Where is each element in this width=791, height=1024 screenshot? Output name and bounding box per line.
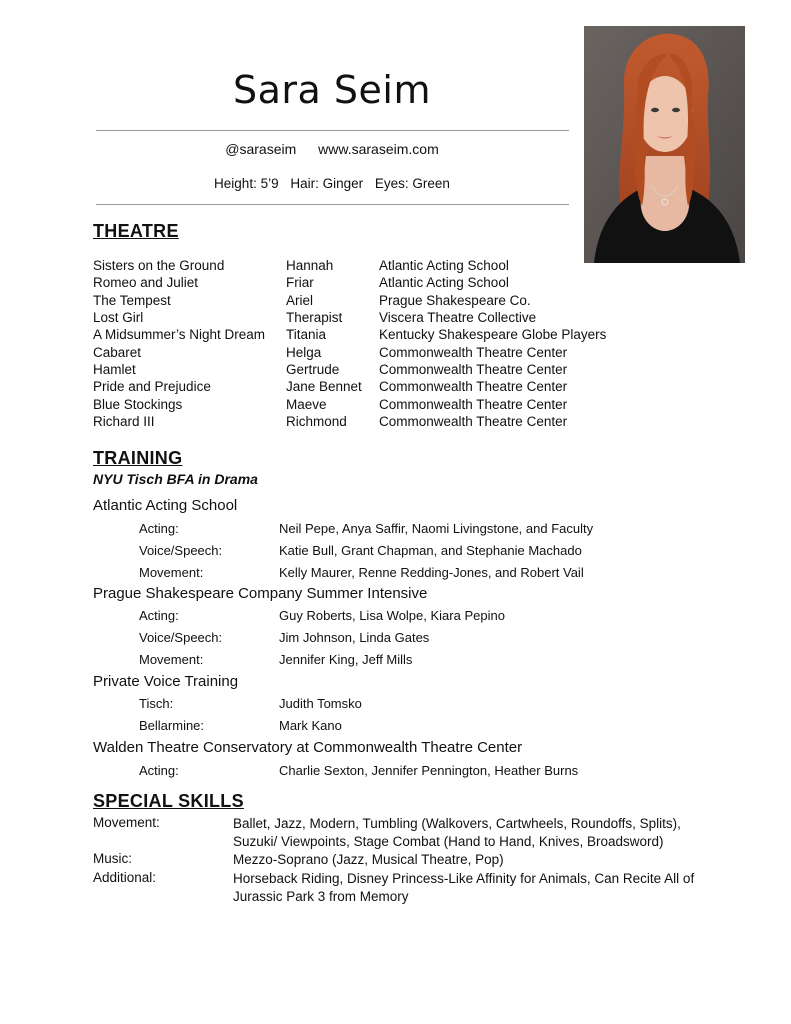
website-link[interactable]: www.saraseim.com [318,141,439,157]
training-instructors: Charlie Sexton, Jennifer Pennington, Heather Burns [279,763,579,778]
company-name: Commonwealth Theatre Center [379,397,568,412]
role-name: Maeve [286,397,327,412]
role-name: Titania [286,327,327,342]
company-name: Commonwealth Theatre Center [379,414,568,429]
training-label: Bellarmine: [139,718,205,733]
training-instructors: Jim Johnson, Linda Gates [279,630,430,645]
role-name: Friar [286,275,314,290]
training-instructors: Neil Pepe, Anya Saffir, Naomi Livingstone, and Faculty [279,521,594,536]
training-instructors: Kelly Maurer, Renne Redding-Jones, and Robert Vail [279,565,584,580]
headshot-photo [584,26,745,263]
show-title: Blue Stockings [93,397,183,412]
role-name: Ariel [286,293,314,308]
training-instructors: Mark Kano [279,718,342,733]
training-school: Private Voice Training [93,673,239,690]
training-label: Movement: [139,652,204,667]
skill-label: Additional: [93,870,157,885]
skill-value: Mezzo-Soprano (Jazz, Musical Theatre, Pop) [233,852,504,867]
company-name: Atlantic Acting School [379,258,509,273]
training-instructors: Judith Tomsko [279,696,362,711]
degree: NYU Tisch BFA in Drama [93,471,258,487]
show-title: Richard III [93,414,155,429]
contact-line [96,141,568,157]
header-divider-bottom [96,204,569,205]
show-title: Cabaret [93,345,142,360]
role-name: Therapist [286,310,343,325]
company-name: Kentucky Shakespeare Globe Players [379,327,607,342]
theatre-heading: THEATRE [93,221,179,241]
role-name: Helga [286,345,322,360]
company-name: Viscera Theatre Collective [379,310,537,325]
training-instructors: Katie Bull, Grant Chapman, and Stephanie Machado [279,543,582,558]
theatre-row [93,293,653,310]
skills-heading: SPECIAL SKILLS [93,791,244,811]
header-divider-top [96,130,569,131]
show-title: Sisters on the Ground [93,258,225,273]
training-school: Atlantic Acting School [93,497,238,514]
theatre-row [93,345,653,362]
training-label: Acting: [139,521,179,536]
training-school: Prague Shakespeare Company Summer Intensive [93,585,428,602]
role-name: Richmond [286,414,347,429]
show-title: Hamlet [93,362,136,377]
training-heading: TRAINING [93,448,183,468]
skill-label: Movement: [93,815,160,830]
company-name: Commonwealth Theatre Center [379,345,568,360]
theatre-row [93,310,653,327]
headshot-illustration [584,26,745,263]
theatre-row [93,362,653,379]
theatre-row [93,327,653,344]
training-school: Walden Theatre Conservatory at Commonwealth Theatre Center [93,739,523,756]
theatre-row [93,397,653,414]
company-name: Commonwealth Theatre Center [379,362,568,377]
training-label: Voice/Speech: [139,543,223,558]
resume-name: Sara Seim [233,68,431,112]
show-title: The Tempest [93,293,171,308]
training-label: Movement: [139,565,204,580]
training-instructors: Jennifer King, Jeff Mills [279,652,413,667]
height-stat: Height: 5’9 [214,176,279,191]
training-label: Acting: [139,608,179,623]
training-label: Voice/Speech: [139,630,223,645]
theatre-row [93,379,653,396]
theatre-row [93,258,653,275]
theatre-row [93,275,653,292]
training-label: Tisch: [139,696,174,711]
role-name: Hannah [286,258,334,273]
eyes-stat: Eyes: Green [374,176,450,191]
theatre-row [93,414,653,431]
company-name: Prague Shakespeare Co. [379,293,531,308]
skill-label: Music: [93,851,133,866]
training-label: Acting: [139,763,179,778]
skill-value: Horseback Riding, Disney Princess-Like Affinity for Animals, Can Recite All of Jurassic Park 3 from Memory [233,871,695,904]
company-name: Commonwealth Theatre Center [379,379,568,394]
physical-stats [96,176,568,191]
company-name: Atlantic Acting School [379,275,509,290]
skill-value: Ballet, Jazz, Modern, Tumbling (Walkovers, Cartwheels, Roundoffs, Splits), Suzuki/ Viewpoints, Stage Combat (Hand to Hand, Knives, Broadsword) [233,816,681,849]
training-instructors: Guy Roberts, Lisa Wolpe, Kiara Pepino [279,608,505,623]
hair-stat: Hair: Ginger [290,176,364,191]
show-title: A Midsummer’s Night Dream [93,327,266,342]
show-title: Romeo and Juliet [93,275,199,290]
social-handle: @saraseim [225,141,297,157]
show-title: Lost Girl [93,310,144,325]
show-title: Pride and Prejudice [93,379,211,394]
role-name: Jane Bennet [286,379,362,394]
role-name: Gertrude [286,362,340,377]
